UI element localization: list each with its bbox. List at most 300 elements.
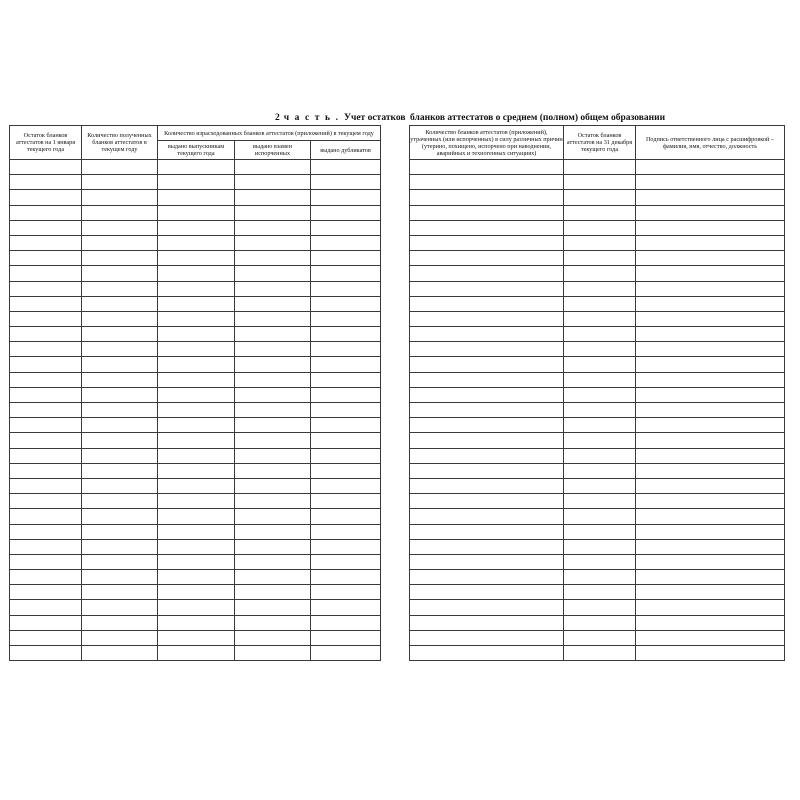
table-cell bbox=[82, 281, 158, 296]
table-cell bbox=[82, 539, 158, 554]
table-cell bbox=[564, 266, 636, 281]
table-cell bbox=[410, 570, 564, 585]
table-cell bbox=[636, 646, 785, 661]
table-row bbox=[10, 585, 381, 600]
table-row bbox=[410, 478, 785, 493]
table-cell bbox=[235, 281, 311, 296]
table-cell bbox=[311, 281, 381, 296]
table-cell bbox=[82, 296, 158, 311]
table-cell bbox=[564, 524, 636, 539]
table-cell bbox=[158, 296, 235, 311]
table-row bbox=[410, 554, 785, 569]
part-number: 2 bbox=[275, 113, 280, 123]
table-cell bbox=[235, 311, 311, 326]
table-cell bbox=[235, 418, 311, 433]
table-row bbox=[10, 175, 381, 190]
page-title-right: бланков аттестатов о среднем (полном) общем образовании bbox=[410, 113, 666, 123]
table-cell bbox=[158, 235, 235, 250]
table-cell bbox=[636, 266, 785, 281]
table-row bbox=[10, 433, 381, 448]
table-cell bbox=[410, 281, 564, 296]
table-cell bbox=[636, 524, 785, 539]
table-cell bbox=[636, 433, 785, 448]
table-cell bbox=[564, 448, 636, 463]
table-cell bbox=[636, 509, 785, 524]
table-cell bbox=[235, 570, 311, 585]
table-cell bbox=[564, 509, 636, 524]
table-cell bbox=[235, 630, 311, 645]
table-cell bbox=[311, 220, 381, 235]
table-cell bbox=[564, 615, 636, 630]
table-cell bbox=[235, 387, 311, 402]
table-row bbox=[410, 327, 785, 342]
table-cell bbox=[158, 418, 235, 433]
table-cell bbox=[235, 539, 311, 554]
table-cell bbox=[564, 585, 636, 600]
table-cell bbox=[235, 463, 311, 478]
table-cell bbox=[10, 160, 82, 175]
header-issued-duplicates: выдано дубликатов bbox=[311, 141, 381, 160]
table-cell bbox=[82, 478, 158, 493]
part-word: ч а с т ь . bbox=[283, 113, 340, 123]
table-cell bbox=[235, 160, 311, 175]
table-cell bbox=[158, 311, 235, 326]
table-cell bbox=[10, 494, 82, 509]
table-cell bbox=[311, 615, 381, 630]
table-cell bbox=[410, 235, 564, 250]
table-cell bbox=[235, 646, 311, 661]
table-cell bbox=[410, 342, 564, 357]
table-cell bbox=[158, 251, 235, 266]
table-cell bbox=[82, 463, 158, 478]
table-row bbox=[10, 266, 381, 281]
table-cell bbox=[311, 494, 381, 509]
table-cell bbox=[82, 190, 158, 205]
table-cell bbox=[82, 448, 158, 463]
table-cell bbox=[636, 220, 785, 235]
table-cell bbox=[82, 509, 158, 524]
table-cell bbox=[410, 266, 564, 281]
table-cell bbox=[10, 266, 82, 281]
table-cell bbox=[311, 296, 381, 311]
table-cell bbox=[636, 403, 785, 418]
header-issued-graduates: выдано выпускникам текущего года bbox=[158, 141, 235, 160]
table-row bbox=[410, 524, 785, 539]
table-cell bbox=[311, 509, 381, 524]
table-row bbox=[410, 433, 785, 448]
table-cell bbox=[410, 615, 564, 630]
table-cell bbox=[82, 266, 158, 281]
table-cell bbox=[564, 554, 636, 569]
table-cell bbox=[235, 296, 311, 311]
table-cell bbox=[10, 630, 82, 645]
table-cell bbox=[311, 478, 381, 493]
table-cell bbox=[82, 327, 158, 342]
table-row bbox=[410, 251, 785, 266]
table-cell bbox=[311, 266, 381, 281]
table-cell bbox=[636, 327, 785, 342]
table-cell bbox=[10, 418, 82, 433]
table-cell bbox=[158, 403, 235, 418]
table-row bbox=[10, 387, 381, 402]
table-cell bbox=[235, 327, 311, 342]
table-cell bbox=[82, 585, 158, 600]
table-cell bbox=[235, 266, 311, 281]
table-cell bbox=[235, 615, 311, 630]
table-cell bbox=[82, 600, 158, 615]
table-cell bbox=[158, 463, 235, 478]
table-cell bbox=[158, 205, 235, 220]
right-ledger-table bbox=[409, 125, 785, 661]
table-cell bbox=[82, 403, 158, 418]
table-cell bbox=[636, 585, 785, 600]
table-cell bbox=[410, 433, 564, 448]
table-cell bbox=[311, 327, 381, 342]
header-received-blanks: Количество полученных бланков аттестатов в текущем году bbox=[82, 126, 158, 160]
header-responsible-signature: Подпись ответственного лица с расшифровкой – фамилия, имя, отчество, должность bbox=[636, 126, 785, 160]
table-cell bbox=[564, 220, 636, 235]
table-cell bbox=[410, 190, 564, 205]
table-cell bbox=[564, 235, 636, 250]
table-cell bbox=[311, 387, 381, 402]
table-row bbox=[410, 266, 785, 281]
table-cell bbox=[158, 190, 235, 205]
table-cell bbox=[10, 463, 82, 478]
table-cell bbox=[410, 160, 564, 175]
table-cell bbox=[564, 160, 636, 175]
table-cell bbox=[636, 235, 785, 250]
table-cell bbox=[158, 494, 235, 509]
table-cell bbox=[311, 630, 381, 645]
table-cell bbox=[82, 554, 158, 569]
table-cell bbox=[410, 205, 564, 220]
table-cell bbox=[311, 433, 381, 448]
table-cell bbox=[311, 448, 381, 463]
table-cell bbox=[235, 585, 311, 600]
table-row bbox=[10, 615, 381, 630]
table-cell bbox=[10, 646, 82, 661]
table-cell bbox=[158, 160, 235, 175]
table-cell bbox=[311, 403, 381, 418]
header-used-blanks-group: Количество израсходованных бланков аттестатов (приложений) в текущем году bbox=[158, 126, 381, 141]
table-cell bbox=[235, 509, 311, 524]
table-cell bbox=[158, 175, 235, 190]
table-cell bbox=[82, 205, 158, 220]
right-table-body bbox=[410, 160, 785, 661]
table-cell bbox=[636, 600, 785, 615]
table-cell bbox=[564, 463, 636, 478]
left-table-body bbox=[10, 160, 381, 661]
table-cell bbox=[10, 433, 82, 448]
table-cell bbox=[636, 554, 785, 569]
table-row bbox=[410, 311, 785, 326]
header-lost-spoiled-blanks: Количество бланков аттестатов (приложений), утраченных (или испорченных) в силу различных причин (утерино, похищено, испорчено при наводнении, аварийных и техногенных ситуациях) bbox=[410, 126, 564, 160]
table-cell bbox=[235, 554, 311, 569]
table-cell bbox=[10, 296, 82, 311]
table-row bbox=[10, 539, 381, 554]
table-cell bbox=[158, 448, 235, 463]
table-row bbox=[410, 205, 785, 220]
table-cell bbox=[636, 615, 785, 630]
table-row bbox=[10, 646, 381, 661]
table-row bbox=[410, 403, 785, 418]
table-cell bbox=[636, 311, 785, 326]
table-row bbox=[10, 220, 381, 235]
table-cell bbox=[410, 554, 564, 569]
table-cell bbox=[82, 342, 158, 357]
table-cell bbox=[564, 570, 636, 585]
table-cell bbox=[82, 387, 158, 402]
table-cell bbox=[10, 403, 82, 418]
table-cell bbox=[410, 478, 564, 493]
table-row bbox=[10, 281, 381, 296]
table-cell bbox=[10, 205, 82, 220]
header-balance-jan1: Остаток бланков аттестатов на 1 января текущего года bbox=[10, 126, 82, 160]
table-cell bbox=[235, 372, 311, 387]
table-cell bbox=[311, 539, 381, 554]
table-row bbox=[410, 494, 785, 509]
table-cell bbox=[410, 600, 564, 615]
table-row bbox=[10, 205, 381, 220]
table-cell bbox=[311, 570, 381, 585]
table-cell bbox=[158, 266, 235, 281]
table-cell bbox=[410, 357, 564, 372]
table-cell bbox=[158, 615, 235, 630]
table-cell bbox=[564, 311, 636, 326]
table-cell bbox=[311, 342, 381, 357]
table-row bbox=[10, 160, 381, 175]
table-cell bbox=[235, 600, 311, 615]
table-cell bbox=[564, 190, 636, 205]
table-cell bbox=[311, 524, 381, 539]
table-row bbox=[410, 448, 785, 463]
table-cell bbox=[235, 190, 311, 205]
table-cell bbox=[235, 478, 311, 493]
table-cell bbox=[636, 342, 785, 357]
table-cell bbox=[158, 372, 235, 387]
table-cell bbox=[158, 433, 235, 448]
table-row bbox=[410, 281, 785, 296]
table-row bbox=[10, 494, 381, 509]
table-row bbox=[410, 296, 785, 311]
table-cell bbox=[311, 585, 381, 600]
table-cell bbox=[235, 342, 311, 357]
table-cell bbox=[564, 494, 636, 509]
table-cell bbox=[311, 418, 381, 433]
table-cell bbox=[158, 357, 235, 372]
table-cell bbox=[235, 175, 311, 190]
table-cell bbox=[82, 357, 158, 372]
table-cell bbox=[636, 494, 785, 509]
table-cell bbox=[82, 175, 158, 190]
table-cell bbox=[564, 281, 636, 296]
table-cell bbox=[311, 235, 381, 250]
table-cell bbox=[311, 357, 381, 372]
table-row bbox=[410, 570, 785, 585]
table-row bbox=[10, 403, 381, 418]
table-cell bbox=[158, 524, 235, 539]
table-cell bbox=[311, 251, 381, 266]
table-cell bbox=[82, 311, 158, 326]
table-cell bbox=[82, 524, 158, 539]
table-cell bbox=[10, 281, 82, 296]
table-row bbox=[410, 220, 785, 235]
table-cell bbox=[636, 190, 785, 205]
table-cell bbox=[636, 372, 785, 387]
table-cell bbox=[158, 509, 235, 524]
table-cell bbox=[82, 630, 158, 645]
table-cell bbox=[410, 448, 564, 463]
table-cell bbox=[235, 251, 311, 266]
table-row bbox=[10, 524, 381, 539]
table-cell bbox=[410, 630, 564, 645]
table-row bbox=[410, 539, 785, 554]
table-row bbox=[10, 600, 381, 615]
table-cell bbox=[564, 205, 636, 220]
table-cell bbox=[311, 646, 381, 661]
table-row bbox=[410, 509, 785, 524]
table-row bbox=[410, 615, 785, 630]
table-cell bbox=[410, 509, 564, 524]
table-cell bbox=[311, 160, 381, 175]
header-issued-replacement: выдано взамен испорченных bbox=[235, 141, 311, 160]
table-cell bbox=[410, 175, 564, 190]
table-cell bbox=[10, 524, 82, 539]
table-cell bbox=[158, 554, 235, 569]
table-cell bbox=[564, 296, 636, 311]
table-cell bbox=[82, 372, 158, 387]
table-cell bbox=[158, 600, 235, 615]
table-cell bbox=[158, 539, 235, 554]
table-cell bbox=[82, 418, 158, 433]
table-cell bbox=[410, 296, 564, 311]
table-row bbox=[10, 251, 381, 266]
table-cell bbox=[10, 311, 82, 326]
table-cell bbox=[10, 554, 82, 569]
table-cell bbox=[158, 281, 235, 296]
table-cell bbox=[10, 372, 82, 387]
table-cell bbox=[311, 463, 381, 478]
table-cell bbox=[235, 205, 311, 220]
table-cell bbox=[10, 615, 82, 630]
left-ledger-table bbox=[9, 125, 381, 661]
table-cell bbox=[636, 251, 785, 266]
table-cell bbox=[564, 387, 636, 402]
table-cell bbox=[235, 235, 311, 250]
table-cell bbox=[564, 630, 636, 645]
table-cell bbox=[410, 646, 564, 661]
table-row bbox=[10, 463, 381, 478]
table-row bbox=[410, 160, 785, 175]
table-cell bbox=[158, 570, 235, 585]
table-row bbox=[410, 646, 785, 661]
table-cell bbox=[564, 539, 636, 554]
table-cell bbox=[636, 387, 785, 402]
table-row bbox=[410, 235, 785, 250]
table-cell bbox=[564, 403, 636, 418]
table-row bbox=[10, 418, 381, 433]
table-cell bbox=[82, 570, 158, 585]
table-cell bbox=[311, 190, 381, 205]
table-row bbox=[10, 554, 381, 569]
table-cell bbox=[82, 494, 158, 509]
table-cell bbox=[10, 478, 82, 493]
table-row bbox=[10, 509, 381, 524]
table-cell bbox=[636, 357, 785, 372]
table-cell bbox=[158, 646, 235, 661]
table-cell bbox=[564, 478, 636, 493]
table-cell bbox=[410, 463, 564, 478]
table-cell bbox=[564, 251, 636, 266]
table-cell bbox=[410, 524, 564, 539]
table-cell bbox=[235, 403, 311, 418]
table-cell bbox=[564, 327, 636, 342]
table-cell bbox=[636, 630, 785, 645]
table-cell bbox=[410, 403, 564, 418]
table-cell bbox=[82, 160, 158, 175]
table-cell bbox=[10, 357, 82, 372]
table-cell bbox=[158, 585, 235, 600]
table-cell bbox=[10, 251, 82, 266]
table-cell bbox=[410, 251, 564, 266]
table-cell bbox=[10, 570, 82, 585]
table-row bbox=[410, 463, 785, 478]
header-balance-dec31: Остаток бланков аттестатов на 31 декабря текущего года bbox=[564, 126, 636, 160]
table-cell bbox=[158, 342, 235, 357]
table-cell bbox=[10, 387, 82, 402]
table-cell bbox=[311, 554, 381, 569]
table-row bbox=[410, 600, 785, 615]
table-cell bbox=[410, 387, 564, 402]
table-cell bbox=[10, 190, 82, 205]
table-row bbox=[10, 570, 381, 585]
table-cell bbox=[564, 357, 636, 372]
table-row bbox=[10, 478, 381, 493]
table-cell bbox=[82, 615, 158, 630]
table-row bbox=[410, 585, 785, 600]
table-row bbox=[10, 372, 381, 387]
table-cell bbox=[636, 175, 785, 190]
title-left-text: Учет остатков bbox=[344, 113, 406, 123]
table-cell bbox=[636, 281, 785, 296]
table-cell bbox=[636, 570, 785, 585]
table-cell bbox=[636, 418, 785, 433]
table-cell bbox=[10, 327, 82, 342]
table-row bbox=[410, 357, 785, 372]
table-row bbox=[410, 175, 785, 190]
table-row bbox=[10, 311, 381, 326]
table-cell bbox=[410, 327, 564, 342]
table-cell bbox=[410, 418, 564, 433]
table-cell bbox=[564, 175, 636, 190]
table-row bbox=[410, 372, 785, 387]
table-cell bbox=[636, 296, 785, 311]
table-row bbox=[410, 418, 785, 433]
table-cell bbox=[564, 372, 636, 387]
table-row bbox=[10, 327, 381, 342]
table-cell bbox=[158, 630, 235, 645]
table-cell bbox=[311, 372, 381, 387]
table-cell bbox=[10, 175, 82, 190]
table-cell bbox=[10, 539, 82, 554]
table-cell bbox=[10, 220, 82, 235]
page-title-left bbox=[275, 113, 406, 123]
table-row bbox=[10, 342, 381, 357]
table-cell bbox=[10, 342, 82, 357]
table-cell bbox=[82, 220, 158, 235]
table-cell bbox=[311, 311, 381, 326]
table-cell bbox=[564, 418, 636, 433]
